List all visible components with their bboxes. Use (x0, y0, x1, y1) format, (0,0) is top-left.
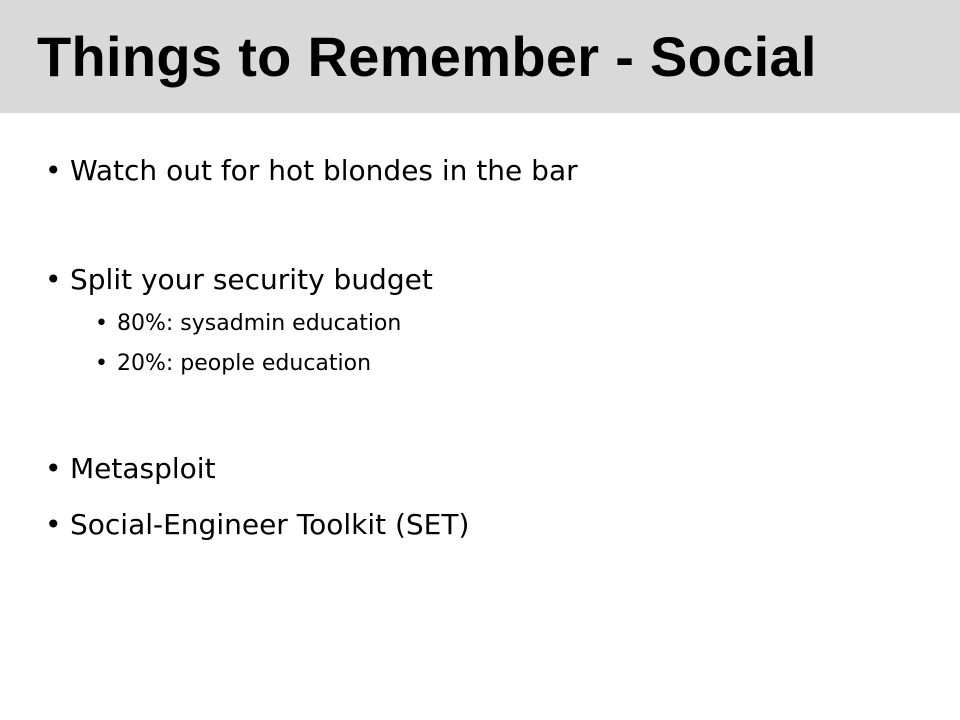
bullet-text: Split your security budget (70, 263, 433, 296)
bullet-dot-icon: • (45, 508, 62, 541)
sub-bullet-dot-icon: • (95, 311, 108, 336)
bullet-text: Social-Engineer Toolkit (SET) (70, 508, 470, 541)
bullet-dot-icon: • (45, 452, 62, 485)
sub-bullet-item (95, 350, 371, 378)
sub-bullet-text: 20%: people education (117, 351, 372, 376)
sub-bullet-text: 80%: sysadmin education (117, 311, 402, 336)
bullet-item (45, 153, 578, 189)
bullet-dot-icon: • (45, 263, 62, 296)
slide-title: Things to Remember - Social (37, 25, 817, 88)
sub-bullet-item (95, 310, 401, 338)
bullet-text: Metasploit (70, 452, 216, 485)
bullet-item (45, 507, 469, 543)
bullet-dot-icon: • (45, 154, 62, 187)
bullet-item (45, 262, 433, 298)
bullet-item (45, 451, 216, 487)
title-band (0, 0, 960, 113)
sub-bullet-dot-icon: • (95, 351, 108, 376)
bullet-text: Watch out for hot blondes in the bar (70, 154, 578, 187)
